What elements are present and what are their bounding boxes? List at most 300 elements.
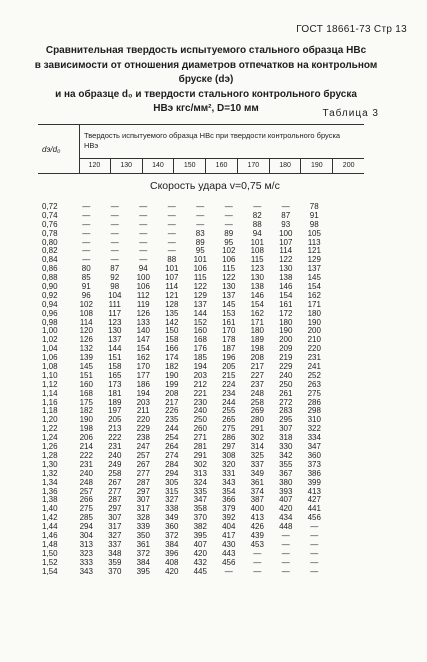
ratio-cell: 0,82 xyxy=(42,246,58,256)
hardness-cell: 247 xyxy=(136,442,150,452)
hardness-cell: 122 xyxy=(279,255,293,265)
hardness-cell: 323 xyxy=(79,548,93,558)
hardness-cell: 82 xyxy=(252,210,262,220)
hardness-cell: 101 xyxy=(250,237,264,247)
hardness-cell: 111 xyxy=(108,299,121,309)
ratio-cell: 1,50 xyxy=(42,548,58,558)
hardness-cell: 396 xyxy=(165,548,179,558)
hardness-cell: 287 xyxy=(136,477,150,487)
hardness-cell: 189 xyxy=(108,397,122,407)
hardness-cell: 277 xyxy=(108,486,122,496)
hardness-cell: 244 xyxy=(165,424,179,434)
hardness-cell: 101 xyxy=(165,264,179,274)
hardness-cell: — xyxy=(224,566,233,576)
hardness-cell: 426 xyxy=(250,522,264,532)
hardness-cell: 154 xyxy=(136,344,150,354)
hardness-cell: 101 xyxy=(193,255,207,265)
hardness-cell: 206 xyxy=(79,433,93,443)
ratio-cell: 1,20 xyxy=(42,415,58,425)
hardness-cell: 144 xyxy=(108,344,122,354)
hardness-cell: 211 xyxy=(136,406,150,416)
hardness-cell: 129 xyxy=(193,290,207,300)
hardness-cell: 286 xyxy=(307,397,321,407)
hardness-cell: 78 xyxy=(309,202,319,211)
hardness-cell: 145 xyxy=(79,362,93,372)
title-line-2: в зависимости от отношения диаметров отпечатков на контрольном бруске (dэ) xyxy=(34,59,378,85)
hardness-cell: 360 xyxy=(165,522,179,532)
hardness-cell: — xyxy=(139,219,148,229)
hardness-cell: 137 xyxy=(193,299,207,309)
hardness-cell: 297 xyxy=(222,442,236,452)
ratio-cell: 0,74 xyxy=(42,210,58,220)
hardness-cell: 107 xyxy=(165,273,179,283)
ratio-cell: 1,00 xyxy=(42,326,58,336)
hardness-cell: 235 xyxy=(165,415,179,425)
hardness-cell: 168 xyxy=(193,335,207,345)
hardness-cell: 133 xyxy=(136,317,150,327)
table-header xyxy=(38,124,364,174)
hardness-cell: 119 xyxy=(136,299,150,309)
hardness-cell: 198 xyxy=(79,424,93,434)
hardness-cell: 122 xyxy=(222,273,236,283)
ratio-cell: 1,42 xyxy=(42,513,58,523)
hardness-cell: 439 xyxy=(250,530,264,540)
hardness-cell: — xyxy=(253,557,262,567)
hardness-cell: 114 xyxy=(79,317,93,327)
ratio-cell: 0,84 xyxy=(42,255,58,265)
hardness-cell: — xyxy=(281,202,290,211)
hardness-cell: — xyxy=(167,219,176,229)
hardness-cell: 333 xyxy=(79,557,93,567)
hardness-cell: 407 xyxy=(279,495,293,505)
hardness-cell: 96 xyxy=(81,290,91,300)
hardness-cell: 443 xyxy=(222,548,236,558)
hardness-cell: 392 xyxy=(222,513,236,523)
hardness-cell: — xyxy=(82,202,91,211)
hardness-cell: — xyxy=(196,210,205,220)
hardness-cell: 160 xyxy=(193,326,207,336)
ratio-cell: 1,44 xyxy=(42,522,58,532)
hardness-cell: 448 xyxy=(279,522,293,532)
ratio-cell: 0,86 xyxy=(42,264,58,274)
hardness-cell: 107 xyxy=(279,237,293,247)
hardness-cell: 347 xyxy=(193,495,207,505)
hardness-cell: 343 xyxy=(79,566,93,576)
hardness-cell: 272 xyxy=(279,397,293,407)
ratio-cell: 1,24 xyxy=(42,433,58,443)
hardness-cell: — xyxy=(167,228,176,238)
hardness-cell: 294 xyxy=(165,468,179,478)
hardness-cell: 305 xyxy=(165,477,179,487)
hardness-cell: 267 xyxy=(136,459,150,469)
hardness-cell: — xyxy=(139,246,148,256)
hardness-cell: — xyxy=(139,202,148,211)
hardness-cell: 322 xyxy=(307,424,321,434)
hardness-cell: 130 xyxy=(279,264,293,274)
hardness-cell: 173 xyxy=(108,379,122,389)
hardness-cell: 283 xyxy=(279,406,293,416)
ratio-cell: 0,90 xyxy=(42,282,58,292)
hardness-cell: 95 xyxy=(224,237,234,247)
hardness-cell: 348 xyxy=(108,548,122,558)
hardness-cell: 108 xyxy=(79,308,93,318)
hardness-cell: 291 xyxy=(193,450,207,460)
hardness-cell: 112 xyxy=(136,290,150,300)
hardness-cell: 307 xyxy=(279,424,293,434)
hardness-cell: — xyxy=(139,237,148,247)
ratio-cell: 1,26 xyxy=(42,442,58,452)
hardness-cell: 172 xyxy=(279,308,293,318)
hardness-cell: 210 xyxy=(307,335,321,345)
hardness-cell: 407 xyxy=(193,539,207,549)
hardness-cell: 231 xyxy=(79,459,93,469)
ratio-cell: 1,12 xyxy=(42,379,58,389)
hardness-cell: 295 xyxy=(279,415,293,425)
hardness-cell: — xyxy=(281,548,290,558)
hardness-cell: — xyxy=(110,202,119,211)
hardness-cell: — xyxy=(281,566,290,576)
page-header: ГОСТ 18661-73 Стр 13 xyxy=(296,24,407,35)
hardness-cell: 335 xyxy=(193,486,207,496)
hardness-cell: 115 xyxy=(222,264,236,274)
hardness-cell: — xyxy=(281,557,290,567)
hardness-cell: 275 xyxy=(222,424,236,434)
hardness-cell: 342 xyxy=(279,450,293,460)
hardness-cell: 130 xyxy=(250,273,264,283)
hardness-cell: 200 xyxy=(279,335,293,345)
hardness-cell: 366 xyxy=(222,495,236,505)
hardness-cell: 413 xyxy=(307,486,321,496)
hardness-cell: 138 xyxy=(250,282,264,292)
hardness-cell: 151 xyxy=(108,353,122,363)
hardness-cell: 200 xyxy=(307,326,321,336)
ratio-cell: 0,96 xyxy=(42,308,58,318)
ratio-cell: 1,06 xyxy=(42,353,58,363)
hardness-cell: 130 xyxy=(108,326,122,336)
hardness-cell: 135 xyxy=(165,308,179,318)
hardness-cell: 114 xyxy=(279,246,293,256)
hardness-cell: 93 xyxy=(281,219,291,229)
hardness-cell: — xyxy=(224,202,233,211)
hardness-cell: 257 xyxy=(136,450,150,460)
hardness-cell: 212 xyxy=(193,379,207,389)
hardness-cell: 241 xyxy=(307,362,321,372)
hardness-cell: — xyxy=(253,202,262,211)
hardness-cell: 258 xyxy=(108,468,122,478)
hardness-cell: 213 xyxy=(108,424,122,434)
hardness-cell: 400 xyxy=(250,504,264,514)
ratio-column-label: dэ/d₀ xyxy=(42,145,61,154)
hardness-cell: 420 xyxy=(165,566,179,576)
hardness-cell: 154 xyxy=(250,299,264,309)
hardness-cell: 261 xyxy=(279,388,293,398)
hardness-cell: 274 xyxy=(165,450,179,460)
ratio-cell: 1,14 xyxy=(42,388,58,398)
column-header: 140 xyxy=(143,159,175,173)
hardness-cell: 226 xyxy=(165,406,179,416)
hardness-cell: — xyxy=(110,210,119,220)
hardness-cell: 384 xyxy=(165,539,179,549)
hardness-cell: 208 xyxy=(250,353,264,363)
hardness-cell: 220 xyxy=(136,415,150,425)
hardness-cell: 180 xyxy=(250,326,264,336)
column-header: 160 xyxy=(206,159,238,173)
hardness-cell: — xyxy=(139,255,148,265)
hardness-cell: 182 xyxy=(79,406,93,416)
hardness-cell: 181 xyxy=(108,388,122,398)
hardness-cell: 121 xyxy=(307,246,321,256)
hardness-cell: 89 xyxy=(195,237,205,247)
hardness-cell: 171 xyxy=(250,317,264,327)
ratio-cell: 1,08 xyxy=(42,362,58,372)
hardness-cell: 190 xyxy=(165,370,179,380)
hardness-cell: 387 xyxy=(250,495,264,505)
header-corner-cell xyxy=(38,125,80,173)
hardness-cell: 160 xyxy=(79,379,93,389)
hardness-cell: 132 xyxy=(79,344,93,354)
ratio-cell: 1,04 xyxy=(42,344,58,354)
hardness-cell: 317 xyxy=(108,522,122,532)
hardness-cell: 380 xyxy=(279,477,293,487)
hardness-cell: 325 xyxy=(250,450,264,460)
hardness-cell: 337 xyxy=(250,459,264,469)
hardness-cell: 408 xyxy=(165,557,179,567)
hardness-cell: 334 xyxy=(307,433,321,443)
hardness-cell: 138 xyxy=(279,273,293,283)
hardness-cell: 395 xyxy=(193,530,207,540)
hardness-cell: 187 xyxy=(222,344,236,354)
hardness-cell: 379 xyxy=(222,504,236,514)
ratio-cell: 0,98 xyxy=(42,317,58,327)
hardness-cell: 307 xyxy=(108,513,122,523)
hardness-cell: 80 xyxy=(81,264,91,274)
hardness-cell: 102 xyxy=(222,246,236,256)
hardness-cell: 137 xyxy=(222,290,236,300)
hardness-cell: 162 xyxy=(136,353,150,363)
hardness-cell: 106 xyxy=(222,255,236,265)
hardness-cell: 106 xyxy=(193,264,207,274)
hardness-cell: 297 xyxy=(108,504,122,514)
hardness-cell: — xyxy=(167,210,176,220)
hardness-cell: — xyxy=(310,557,319,567)
hardness-cell: 91 xyxy=(81,282,91,292)
hardness-cell: 347 xyxy=(307,442,321,452)
hardness-cell: 220 xyxy=(307,344,321,354)
hardness-cell: 248 xyxy=(79,477,93,487)
hardness-cell: 180 xyxy=(307,308,321,318)
hardness-cell: 94 xyxy=(252,228,262,238)
column-header: 180 xyxy=(270,159,302,173)
hardness-cell: 417 xyxy=(222,530,236,540)
hardness-cell: 144 xyxy=(193,308,207,318)
hardness-cell: 360 xyxy=(307,450,321,460)
ratio-cell: 1,36 xyxy=(42,486,58,496)
hardness-cell: 257 xyxy=(79,486,93,496)
ratio-cell: 1,40 xyxy=(42,504,58,514)
header-columns xyxy=(79,158,364,173)
hardness-cell: 343 xyxy=(222,477,236,487)
hardness-cell: 275 xyxy=(307,388,321,398)
table-title xyxy=(20,44,392,117)
hardness-cell: 100 xyxy=(136,273,150,283)
column-header: 200 xyxy=(342,162,355,169)
hardness-cell: — xyxy=(110,219,119,229)
hardness-cell: 87 xyxy=(281,210,291,220)
hardness-cell: — xyxy=(82,246,91,256)
hardness-cell: — xyxy=(167,202,176,211)
hardness-cell: 190 xyxy=(307,317,321,327)
hardness-cell: 178 xyxy=(222,335,236,345)
hardness-cell: 180 xyxy=(279,317,293,327)
hardness-cell: 161 xyxy=(222,317,236,327)
hardness-cell: 252 xyxy=(307,370,321,380)
hardness-cell: 89 xyxy=(224,228,234,238)
hardness-cell: 123 xyxy=(250,264,264,274)
hardness-cell: 328 xyxy=(136,513,150,523)
ratio-cell: 1,54 xyxy=(42,566,58,576)
hardness-cell: — xyxy=(82,228,91,238)
hardness-cell: 205 xyxy=(108,415,122,425)
hardness-cell: 215 xyxy=(222,370,236,380)
hardness-cell: 384 xyxy=(136,557,150,567)
hardness-cell: 227 xyxy=(250,370,264,380)
hardness-cell: 203 xyxy=(193,370,207,380)
ratio-cell: 1,10 xyxy=(42,370,58,380)
hardness-cell: 154 xyxy=(279,290,293,300)
hardness-cell: 214 xyxy=(79,442,93,452)
header-group-label: Твердость испытуемого образца HBс при твердости контрольного бруска HBэ xyxy=(84,131,341,150)
hardness-cell: 152 xyxy=(193,317,207,327)
hardness-cell: 456 xyxy=(307,513,321,523)
column-header: 120 xyxy=(79,159,111,173)
hardness-cell: 359 xyxy=(108,557,122,567)
hardness-cell: 372 xyxy=(136,548,150,558)
hardness-cell: 108 xyxy=(250,246,264,256)
hardness-cell: 271 xyxy=(193,433,207,443)
hardness-cell: 122 xyxy=(193,282,207,292)
hardness-cell: 197 xyxy=(108,406,122,416)
hardness-cell: 88 xyxy=(252,219,262,229)
hardness-cell: — xyxy=(253,566,262,576)
column-header: 130 xyxy=(111,159,143,173)
hardness-cell: 162 xyxy=(307,290,321,300)
hardness-cell: 208 xyxy=(165,388,179,398)
title-line-3: и на образце d₀ и твердости стального контрольного бруска xyxy=(55,88,357,100)
hardness-cell: 104 xyxy=(108,290,122,300)
hardness-cell: 297 xyxy=(136,486,150,496)
hardness-cell: 182 xyxy=(165,362,179,372)
table-label: Таблица 3 xyxy=(322,108,379,119)
hardness-cell: 337 xyxy=(108,539,122,549)
ratio-cell: 1,28 xyxy=(42,450,58,460)
hardness-cell: 386 xyxy=(307,468,321,478)
hardness-cell: 222 xyxy=(108,433,122,443)
hardness-cell: 209 xyxy=(279,344,293,354)
hardness-cell: 229 xyxy=(279,362,293,372)
hardness-cell: 199 xyxy=(165,379,179,389)
hardness-cell: 190 xyxy=(279,326,293,336)
hardness-cell: — xyxy=(196,219,205,229)
ratio-cell: 0,80 xyxy=(42,237,58,247)
ratio-cell: 1,34 xyxy=(42,477,58,487)
hardness-cell: 320 xyxy=(222,459,236,469)
ratio-cell: 1,52 xyxy=(42,557,58,567)
hardness-cell: — xyxy=(167,246,176,256)
hardness-cell: — xyxy=(196,202,205,211)
hardness-cell: 166 xyxy=(165,344,179,354)
hardness-cell: 153 xyxy=(222,308,236,318)
hardness-cell: 145 xyxy=(307,273,321,283)
hardness-cell: 263 xyxy=(307,379,321,389)
hardness-cell: 139 xyxy=(79,353,93,363)
column-header: 150 xyxy=(174,159,206,173)
hardness-cell: 126 xyxy=(79,335,93,345)
hardness-cell: 287 xyxy=(108,495,122,505)
hardness-cell: 318 xyxy=(279,433,293,443)
hardness-cell: — xyxy=(82,219,91,229)
hardness-cell: 100 xyxy=(279,228,293,238)
hardness-cell: 165 xyxy=(108,370,122,380)
hardness-cell: — xyxy=(167,237,176,247)
hardness-cell: 175 xyxy=(79,397,93,407)
hardness-cell: 358 xyxy=(193,504,207,514)
hardness-cell: 231 xyxy=(108,442,122,452)
hardness-cell: 229 xyxy=(136,424,150,434)
hardness-cell: 194 xyxy=(193,362,207,372)
hardness-cell: 174 xyxy=(165,353,179,363)
hardness-cell: 83 xyxy=(195,228,205,238)
hardness-cell: 85 xyxy=(81,273,91,283)
ratio-cell: 0,92 xyxy=(42,290,58,300)
hardness-cell: 255 xyxy=(222,406,236,416)
hardness-cell: — xyxy=(110,255,119,265)
hardness-cell: 140 xyxy=(136,326,150,336)
hardness-cell: 98 xyxy=(309,219,319,229)
hardness-cell: 349 xyxy=(250,468,264,478)
hardness-cell: 105 xyxy=(307,228,321,238)
hardness-cell: — xyxy=(310,530,319,540)
ratio-cell: 0,72 xyxy=(42,202,58,211)
hardness-cell: — xyxy=(139,210,148,220)
hardness-cell: — xyxy=(310,522,319,532)
hardness-cell: 147 xyxy=(136,335,150,345)
hardness-cell: 231 xyxy=(307,353,321,363)
hardness-cell: 314 xyxy=(250,442,264,452)
hardness-cell: 327 xyxy=(165,495,179,505)
hardness-cell: 162 xyxy=(250,308,264,318)
hardness-cell: 238 xyxy=(136,433,150,443)
hardness-cell: 146 xyxy=(279,282,293,292)
hardness-cell: 120 xyxy=(79,326,93,336)
hardness-cell: 338 xyxy=(165,504,179,514)
hardness-cell: — xyxy=(281,539,290,549)
hardness-cell: 413 xyxy=(250,513,264,523)
hardness-cell: 217 xyxy=(165,397,179,407)
hardness-cell: 121 xyxy=(165,290,179,300)
hardness-cell: 420 xyxy=(279,504,293,514)
hardness-cell: 395 xyxy=(136,566,150,576)
hardness-cell: 294 xyxy=(79,522,93,532)
title-line-1: Сравнительная твердость испытуемого стального образца HBс xyxy=(45,45,367,56)
hardness-cell: 221 xyxy=(193,388,207,398)
hardness-cell: 370 xyxy=(193,513,207,523)
hardness-cell: 382 xyxy=(193,522,207,532)
hardness-cell: 123 xyxy=(108,317,122,327)
hardness-cell: 87 xyxy=(110,264,120,274)
hardness-cell: 275 xyxy=(79,504,93,514)
hardness-cell: 185 xyxy=(193,353,207,363)
hardness-cell: 170 xyxy=(136,362,150,372)
